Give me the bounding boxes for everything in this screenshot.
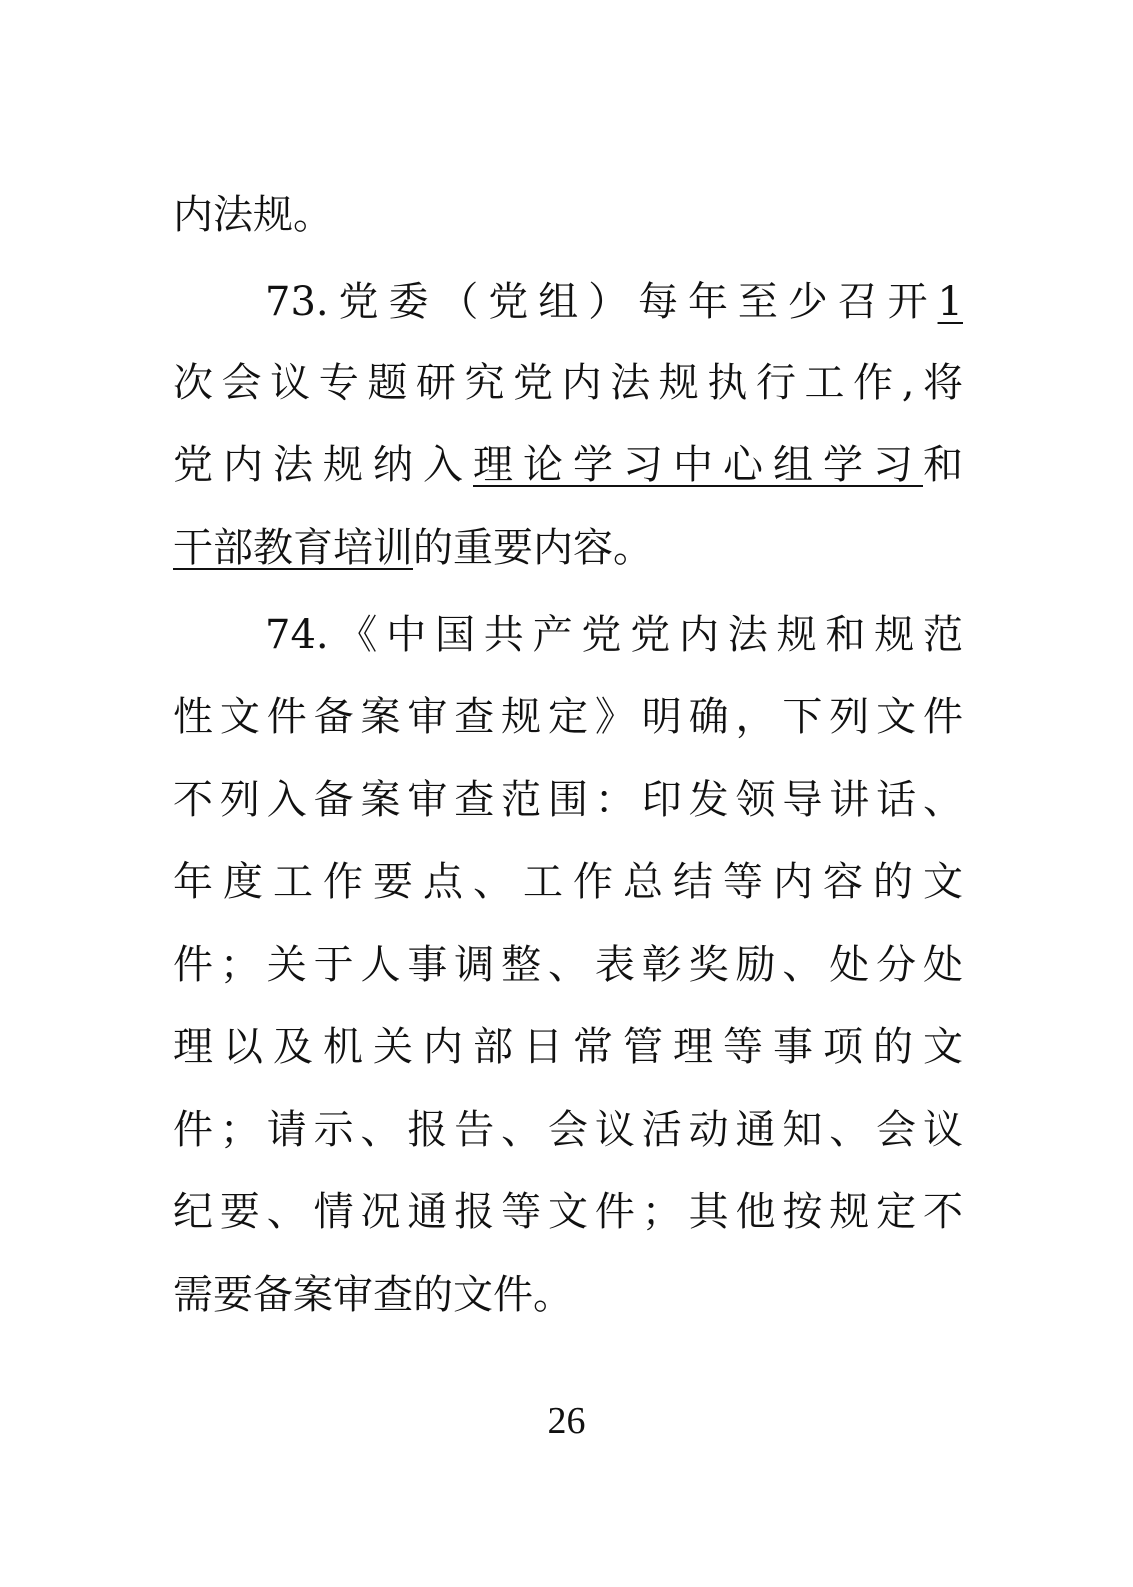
item-73-line-2 (173, 343, 963, 423)
text-fragment: 74.《中国共产党党内法规和规范 (265, 612, 963, 658)
item-74-line-4 (173, 842, 963, 922)
text-fragment: 党内法规纳入 (173, 442, 473, 488)
text-fragment: 和 (923, 442, 963, 488)
item-73-line-1 (265, 262, 963, 342)
text-fragment: 次会议专题研究党内法规执行工作,将 (173, 360, 963, 406)
text-fragment: 理以及机关内部日常管理等事项的文 (173, 1024, 963, 1070)
item-74-line-9 (173, 1255, 963, 1335)
text-fragment: 年度工作要点、工作总结等内容的文 (173, 859, 963, 905)
underlined-phrase: 干部教育培训 (173, 525, 413, 571)
item-74-line-5 (173, 925, 963, 1005)
item-74-line-7 (173, 1090, 963, 1170)
item-73-line-3 (173, 425, 963, 505)
item-74-line-1 (265, 595, 963, 675)
text-fragment: 的重要内容。 (413, 525, 653, 571)
page-number: 26 (547, 1400, 586, 1442)
text-fragment: 内法规。 (173, 192, 333, 238)
item-73-line-4 (173, 508, 963, 588)
text-fragment: 需要备案审查的文件。 (173, 1272, 573, 1318)
text-fragment: 性文件备案审查规定》明确，下列文件 (173, 694, 963, 740)
text-fragment: 不列入备案审查范围：印发领导讲话、 (173, 777, 963, 823)
item-74-line-2 (173, 677, 963, 757)
text-fragment: 纪要、情况通报等文件；其他按规定不 (173, 1189, 963, 1235)
underlined-number: 1 (937, 279, 963, 325)
text-line-1 (173, 175, 963, 255)
item-74-line-6 (173, 1007, 963, 1087)
text-fragment: 件；关于人事调整、表彰奖励、处分处 (173, 942, 963, 988)
text-fragment: 73.党委（党组）每年至少召开 (265, 279, 938, 325)
underlined-phrase: 理论学习中心组学习 (473, 442, 923, 488)
item-74-line-3 (173, 760, 963, 840)
item-74-line-8 (173, 1172, 963, 1252)
text-fragment: 件；请示、报告、会议活动通知、会议 (173, 1107, 963, 1153)
